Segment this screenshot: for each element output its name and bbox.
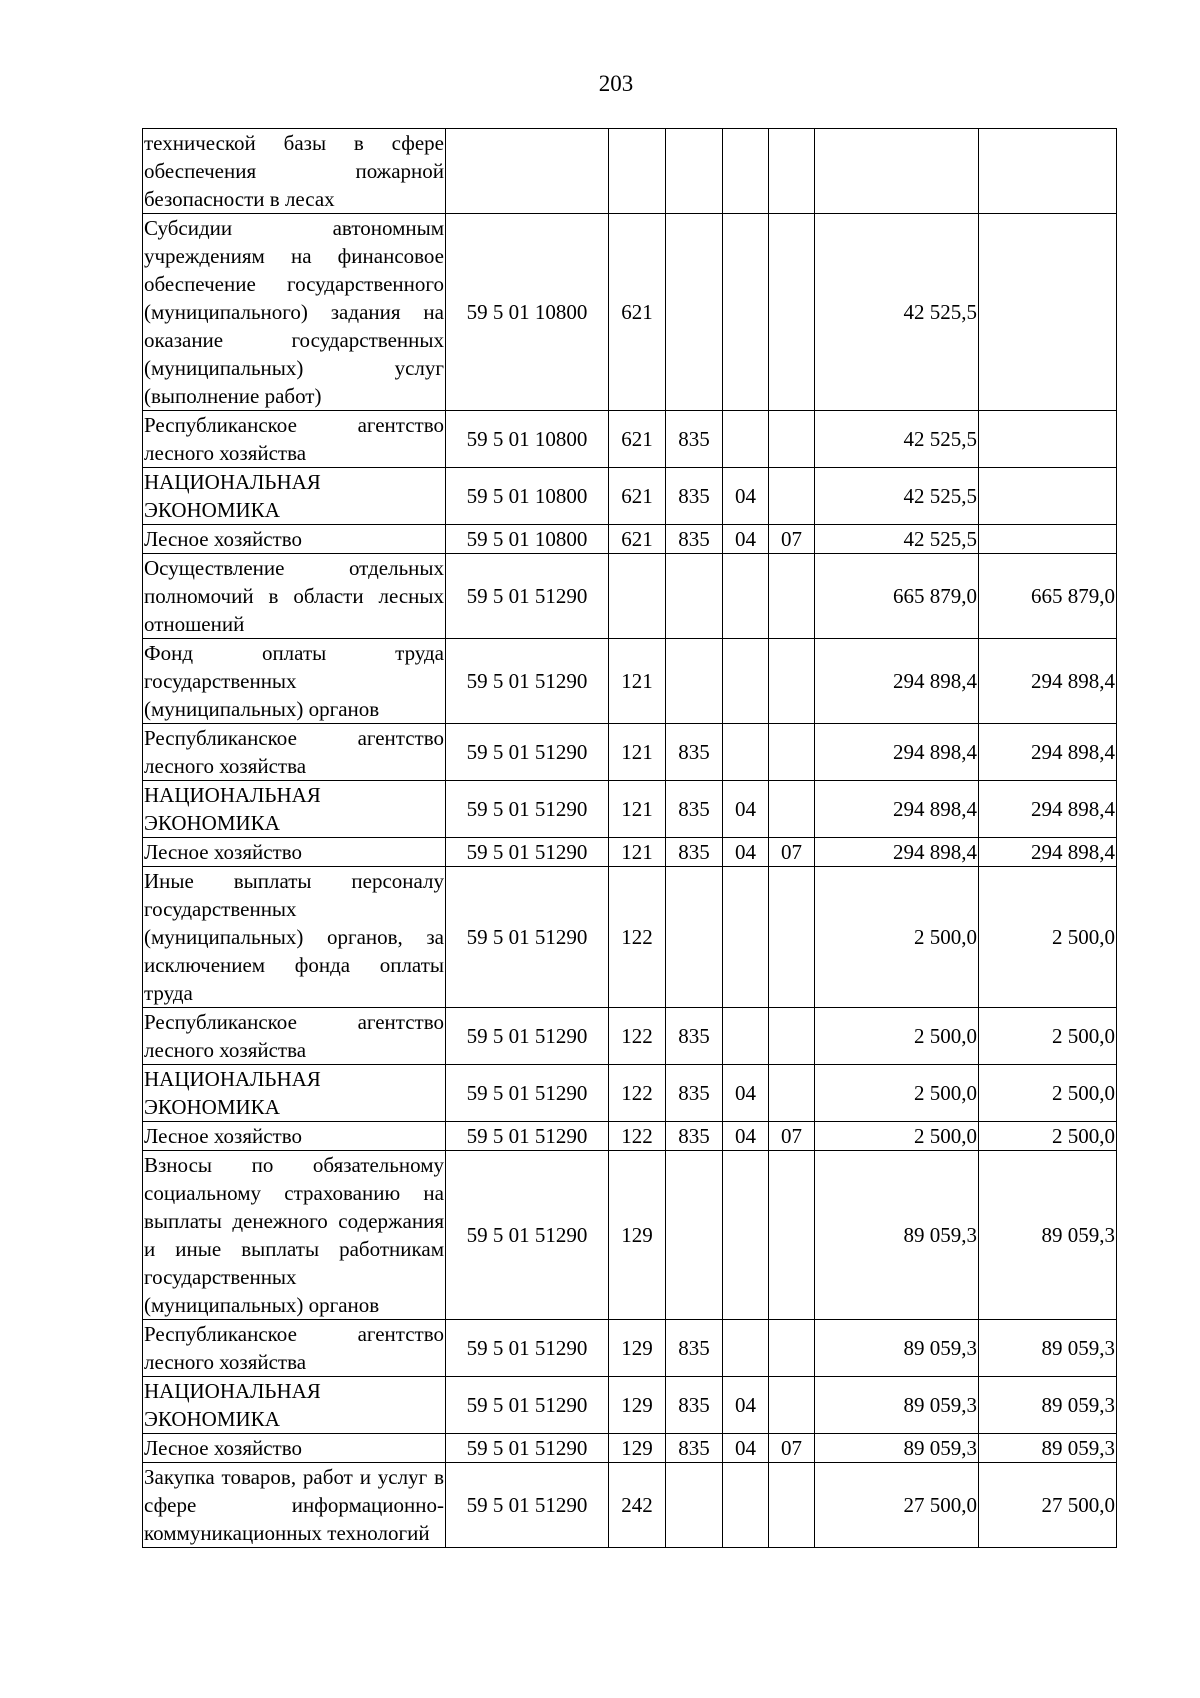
expense-type-cell: 122	[609, 1122, 666, 1151]
target-code-cell: 59 5 01 51290	[446, 1008, 609, 1065]
subsection-code-cell	[769, 129, 815, 214]
row-name-cell: Осуществление отдельных полномочий в области лесных отношений	[143, 554, 446, 639]
amount-federal-cell: 294 898,4	[979, 781, 1117, 838]
table-row	[143, 214, 1117, 411]
row-name-cell: Республиканское агентство лесного хозяйства	[143, 1008, 446, 1065]
amount-federal-cell: 89 059,3	[979, 1434, 1117, 1463]
amount-federal-cell: 294 898,4	[979, 724, 1117, 781]
target-code-cell: 59 5 01 10800	[446, 468, 609, 525]
section-code-cell: 04	[723, 1377, 769, 1434]
target-code-cell: 59 5 01 10800	[446, 214, 609, 411]
amount-cell: 89 059,3	[815, 1434, 979, 1463]
subsection-code-cell	[769, 554, 815, 639]
section-code-cell	[723, 554, 769, 639]
expense-type-cell: 242	[609, 1463, 666, 1548]
expense-type-cell: 122	[609, 867, 666, 1008]
row-name-cell: Взносы по обязательному социальному страхованию на выплаты денежного содержания и иные выплаты работникам государственных (муниципальных) органов	[143, 1151, 446, 1320]
administrator-code-cell: 835	[666, 468, 723, 525]
section-code-cell	[723, 867, 769, 1008]
row-name-cell: НАЦИОНАЛЬНАЯ ЭКОНОМИКА	[143, 781, 446, 838]
target-code-cell: 59 5 01 51290	[446, 724, 609, 781]
row-name-cell: Лесное хозяйство	[143, 1434, 446, 1463]
table-row	[143, 1377, 1117, 1434]
row-name-cell: Закупка товаров, работ и услуг в сфере информационно-коммуникационных технологий	[143, 1463, 446, 1548]
expense-type-cell: 621	[609, 411, 666, 468]
table-row	[143, 724, 1117, 781]
table-row	[143, 1065, 1117, 1122]
section-code-cell	[723, 214, 769, 411]
expense-type-cell: 121	[609, 838, 666, 867]
subsection-code-cell: 07	[769, 525, 815, 554]
section-code-cell: 04	[723, 1065, 769, 1122]
subsection-code-cell	[769, 468, 815, 525]
amount-federal-cell: 89 059,3	[979, 1377, 1117, 1434]
subsection-code-cell	[769, 1065, 815, 1122]
subsection-code-cell	[769, 1008, 815, 1065]
section-code-cell	[723, 411, 769, 468]
section-code-cell: 04	[723, 1122, 769, 1151]
section-code-cell	[723, 1320, 769, 1377]
amount-cell: 89 059,3	[815, 1320, 979, 1377]
row-name-cell: Субсидии автономным учреждениям на финансовое обеспечение государственного (муниципального) задания на оказание государственных (муниципальных) услуг (выполнение работ)	[143, 214, 446, 411]
subsection-code-cell	[769, 639, 815, 724]
target-code-cell: 59 5 01 51290	[446, 838, 609, 867]
administrator-code-cell: 835	[666, 1320, 723, 1377]
amount-cell: 42 525,5	[815, 525, 979, 554]
administrator-code-cell	[666, 129, 723, 214]
row-name-cell: Республиканское агентство лесного хозяйства	[143, 411, 446, 468]
administrator-code-cell: 835	[666, 838, 723, 867]
target-code-cell: 59 5 01 10800	[446, 525, 609, 554]
expense-type-cell: 129	[609, 1434, 666, 1463]
expense-type-cell: 621	[609, 214, 666, 411]
subsection-code-cell	[769, 724, 815, 781]
section-code-cell	[723, 639, 769, 724]
amount-cell: 294 898,4	[815, 838, 979, 867]
amount-federal-cell: 665 879,0	[979, 554, 1117, 639]
table-row	[143, 781, 1117, 838]
expense-type-cell: 621	[609, 525, 666, 554]
expense-type-cell: 129	[609, 1377, 666, 1434]
target-code-cell	[446, 129, 609, 214]
amount-cell: 42 525,5	[815, 214, 979, 411]
amount-federal-cell	[979, 468, 1117, 525]
administrator-code-cell	[666, 214, 723, 411]
administrator-code-cell	[666, 1463, 723, 1548]
amount-federal-cell: 294 898,4	[979, 639, 1117, 724]
amount-cell: 89 059,3	[815, 1377, 979, 1434]
target-code-cell: 59 5 01 51290	[446, 1320, 609, 1377]
subsection-code-cell: 07	[769, 1122, 815, 1151]
amount-cell: 27 500,0	[815, 1463, 979, 1548]
table-row	[143, 1151, 1117, 1320]
administrator-code-cell: 835	[666, 1377, 723, 1434]
subsection-code-cell	[769, 867, 815, 1008]
table-row	[143, 1122, 1117, 1151]
amount-cell: 2 500,0	[815, 1008, 979, 1065]
subsection-code-cell	[769, 1377, 815, 1434]
expense-type-cell: 129	[609, 1151, 666, 1320]
target-code-cell: 59 5 01 51290	[446, 867, 609, 1008]
table-row	[143, 1434, 1117, 1463]
amount-federal-cell	[979, 525, 1117, 554]
amount-cell: 2 500,0	[815, 1122, 979, 1151]
row-name-cell: НАЦИОНАЛЬНАЯ ЭКОНОМИКА	[143, 468, 446, 525]
amount-cell	[815, 129, 979, 214]
administrator-code-cell	[666, 639, 723, 724]
amount-federal-cell: 294 898,4	[979, 838, 1117, 867]
section-code-cell	[723, 724, 769, 781]
section-code-cell	[723, 129, 769, 214]
target-code-cell: 59 5 01 51290	[446, 1434, 609, 1463]
row-name-cell: Лесное хозяйство	[143, 838, 446, 867]
subsection-code-cell: 07	[769, 1434, 815, 1463]
subsection-code-cell	[769, 214, 815, 411]
table-row	[143, 411, 1117, 468]
section-code-cell	[723, 1151, 769, 1320]
row-name-cell: Республиканское агентство лесного хозяйства	[143, 1320, 446, 1377]
target-code-cell: 59 5 01 51290	[446, 639, 609, 724]
administrator-code-cell	[666, 867, 723, 1008]
subsection-code-cell	[769, 1463, 815, 1548]
subsection-code-cell	[769, 411, 815, 468]
section-code-cell: 04	[723, 1434, 769, 1463]
administrator-code-cell: 835	[666, 525, 723, 554]
amount-cell: 294 898,4	[815, 639, 979, 724]
amount-federal-cell: 89 059,3	[979, 1320, 1117, 1377]
target-code-cell: 59 5 01 51290	[446, 1122, 609, 1151]
subsection-code-cell	[769, 1320, 815, 1377]
expense-type-cell: 121	[609, 724, 666, 781]
amount-cell: 2 500,0	[815, 867, 979, 1008]
row-name-cell: Республиканское агентство лесного хозяйства	[143, 724, 446, 781]
budget-table-body	[143, 129, 1117, 1548]
amount-federal-cell: 2 500,0	[979, 1122, 1117, 1151]
amount-federal-cell	[979, 129, 1117, 214]
expense-type-cell	[609, 554, 666, 639]
amount-federal-cell: 27 500,0	[979, 1463, 1117, 1548]
amount-federal-cell: 2 500,0	[979, 1065, 1117, 1122]
section-code-cell: 04	[723, 525, 769, 554]
administrator-code-cell	[666, 554, 723, 639]
amount-cell: 42 525,5	[815, 468, 979, 525]
section-code-cell: 04	[723, 781, 769, 838]
target-code-cell: 59 5 01 10800	[446, 411, 609, 468]
amount-cell: 294 898,4	[815, 724, 979, 781]
amount-federal-cell: 89 059,3	[979, 1151, 1117, 1320]
expense-type-cell: 122	[609, 1008, 666, 1065]
amount-cell: 294 898,4	[815, 781, 979, 838]
row-name-cell: Лесное хозяйство	[143, 1122, 446, 1151]
administrator-code-cell: 835	[666, 1122, 723, 1151]
subsection-code-cell	[769, 1151, 815, 1320]
row-name-cell: Лесное хозяйство	[143, 525, 446, 554]
row-name-cell: Иные выплаты персоналу государственных (муниципальных) органов, за исключением фонда оплаты труда	[143, 867, 446, 1008]
amount-cell: 89 059,3	[815, 1151, 979, 1320]
expense-type-cell: 621	[609, 468, 666, 525]
administrator-code-cell: 835	[666, 411, 723, 468]
administrator-code-cell: 835	[666, 781, 723, 838]
subsection-code-cell	[769, 781, 815, 838]
row-name-cell: НАЦИОНАЛЬНАЯ ЭКОНОМИКА	[143, 1065, 446, 1122]
table-row	[143, 525, 1117, 554]
table-row	[143, 129, 1117, 214]
expense-type-cell: 122	[609, 1065, 666, 1122]
expense-type-cell: 129	[609, 1320, 666, 1377]
target-code-cell: 59 5 01 51290	[446, 1377, 609, 1434]
table-row	[143, 1320, 1117, 1377]
table-row	[143, 1463, 1117, 1548]
table-row	[143, 468, 1117, 525]
section-code-cell: 04	[723, 468, 769, 525]
amount-cell: 42 525,5	[815, 411, 979, 468]
administrator-code-cell: 835	[666, 1065, 723, 1122]
budget-table	[142, 128, 1117, 1548]
target-code-cell: 59 5 01 51290	[446, 1065, 609, 1122]
amount-federal-cell	[979, 411, 1117, 468]
table-row	[143, 1008, 1117, 1065]
administrator-code-cell: 835	[666, 1008, 723, 1065]
row-name-cell: НАЦИОНАЛЬНАЯ ЭКОНОМИКА	[143, 1377, 446, 1434]
table-row	[143, 554, 1117, 639]
row-name-cell: Фонд оплаты труда государственных (муниципальных) органов	[143, 639, 446, 724]
amount-federal-cell: 2 500,0	[979, 867, 1117, 1008]
expense-type-cell: 121	[609, 639, 666, 724]
administrator-code-cell: 835	[666, 724, 723, 781]
amount-federal-cell: 2 500,0	[979, 1008, 1117, 1065]
page-number: 203	[598, 71, 634, 96]
section-code-cell	[723, 1463, 769, 1548]
expense-type-cell: 121	[609, 781, 666, 838]
table-row	[143, 867, 1117, 1008]
amount-cell: 665 879,0	[815, 554, 979, 639]
expense-type-cell	[609, 129, 666, 214]
amount-federal-cell	[979, 214, 1117, 411]
amount-cell: 2 500,0	[815, 1065, 979, 1122]
section-code-cell: 04	[723, 838, 769, 867]
target-code-cell: 59 5 01 51290	[446, 554, 609, 639]
target-code-cell: 59 5 01 51290	[446, 781, 609, 838]
target-code-cell: 59 5 01 51290	[446, 1151, 609, 1320]
administrator-code-cell: 835	[666, 1434, 723, 1463]
table-row	[143, 639, 1117, 724]
target-code-cell: 59 5 01 51290	[446, 1463, 609, 1548]
administrator-code-cell	[666, 1151, 723, 1320]
table-row	[143, 838, 1117, 867]
row-name-cell: технической базы в сфере обеспечения пожарной безопасности в лесах	[143, 129, 446, 214]
subsection-code-cell: 07	[769, 838, 815, 867]
section-code-cell	[723, 1008, 769, 1065]
